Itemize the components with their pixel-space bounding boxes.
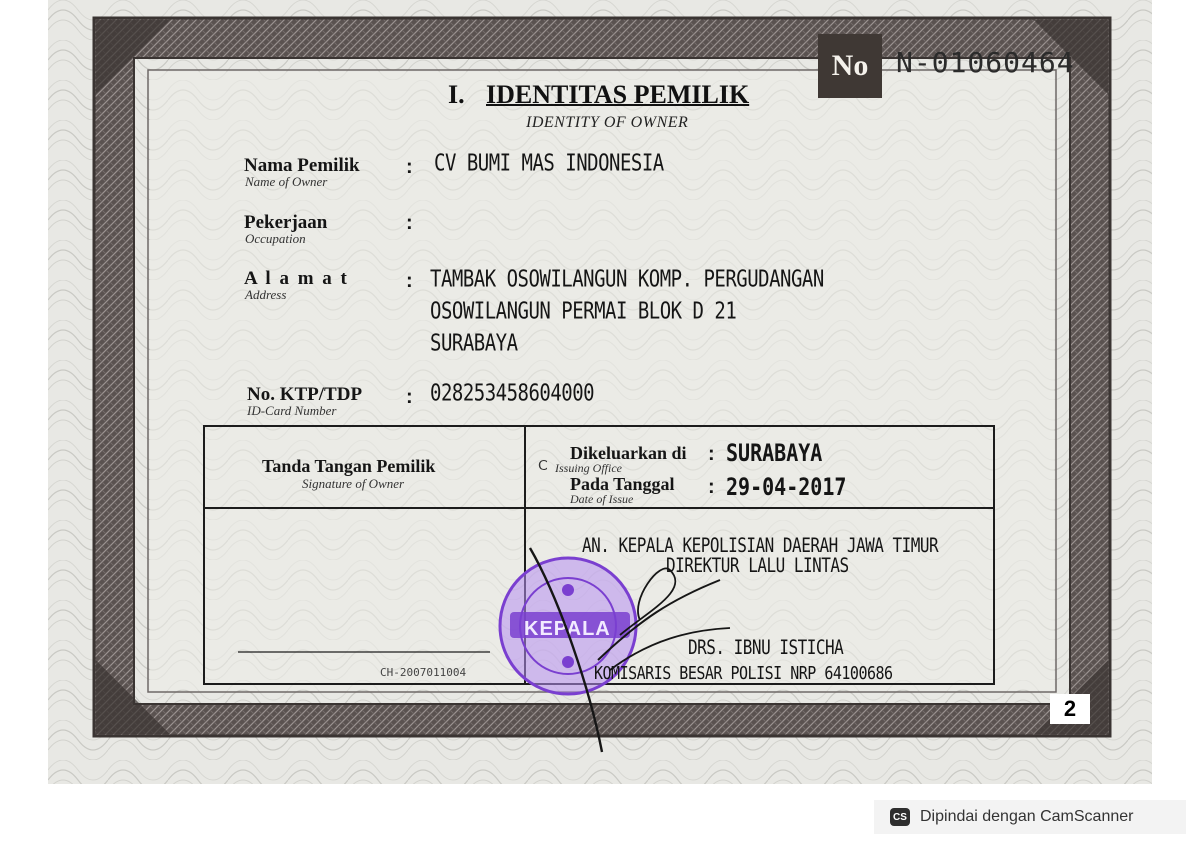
owner-name-value: CV BUMI MAS INDONESIA — [434, 150, 664, 177]
section-title: IDENTITAS PEMILIK — [486, 80, 750, 109]
section-number: I. — [448, 80, 465, 109]
camscanner-text: Dipindai dengan CamScanner — [920, 808, 1134, 825]
id-number-value: 028253458604000 — [430, 380, 595, 407]
authority-line-1: AN. KEPALA KEPOLISIAN DAERAH JAWA TIMUR — [582, 534, 939, 557]
address-colon: : — [406, 270, 413, 292]
issued-at-value: SURABAYA — [726, 438, 823, 467]
issue-date-value: 29-04-2017 — [726, 472, 847, 501]
camscanner-watermark — [874, 800, 1186, 834]
page-number: 2 — [1050, 694, 1090, 724]
address-label: A l a m a t — [244, 268, 349, 289]
serial-number: CH-2007011004 — [380, 666, 467, 679]
owner-name-colon: : — [406, 156, 413, 178]
issued-at-label: Dikeluarkan di — [570, 443, 687, 463]
occupation-colon: : — [406, 212, 413, 234]
id-number-label: No. KTP/TDP — [247, 384, 363, 405]
official-rank: KOMISARIS BESAR POLISI NRP 64100686 — [594, 662, 893, 684]
document-number-value: N-01060464 — [896, 46, 1075, 79]
address-line-2: OSOWILANGUN PERMAI BLOK D 21 — [430, 298, 737, 325]
address-sublabel: Address — [245, 287, 287, 302]
signature-owner-label: Tanda Tangan Pemilik — [262, 456, 436, 476]
section-subtitle: IDENTITY OF OWNER — [526, 114, 689, 131]
issued-at-sublabel: Issuing Office — [555, 461, 622, 475]
camscanner-icon: CS — [890, 808, 910, 826]
official-name: DRS. IBNU ISTICHA — [688, 636, 844, 659]
owner-name-sublabel: Name of Owner — [245, 174, 328, 189]
address-line-3: SURABAYA — [430, 330, 518, 357]
authority-line-2: DIREKTUR LALU LINTAS — [666, 554, 849, 577]
address-line-1: TAMBAK OSOWILANGUN KOMP. PERGUDANGAN — [430, 266, 824, 293]
owner-name-label: Nama Pemilik — [244, 155, 360, 176]
occupation-label: Pekerjaan — [244, 212, 328, 233]
issuing-mark: ꓚ — [538, 459, 548, 474]
id-number-colon: : — [406, 386, 413, 408]
occupation-sublabel: Occupation — [245, 231, 306, 246]
id-number-sublabel: ID-Card Number — [247, 403, 337, 418]
issued-at-colon: : — [708, 443, 715, 465]
issue-date-sublabel: Date of Issue — [570, 492, 634, 506]
signature-owner-sublabel: Signature of Owner — [302, 476, 405, 491]
document-number-label: No — [818, 34, 882, 98]
issue-date-colon: : — [708, 476, 715, 498]
issue-date-label: Pada Tanggal — [570, 474, 675, 494]
stamp-text: KEPALA — [524, 618, 611, 640]
